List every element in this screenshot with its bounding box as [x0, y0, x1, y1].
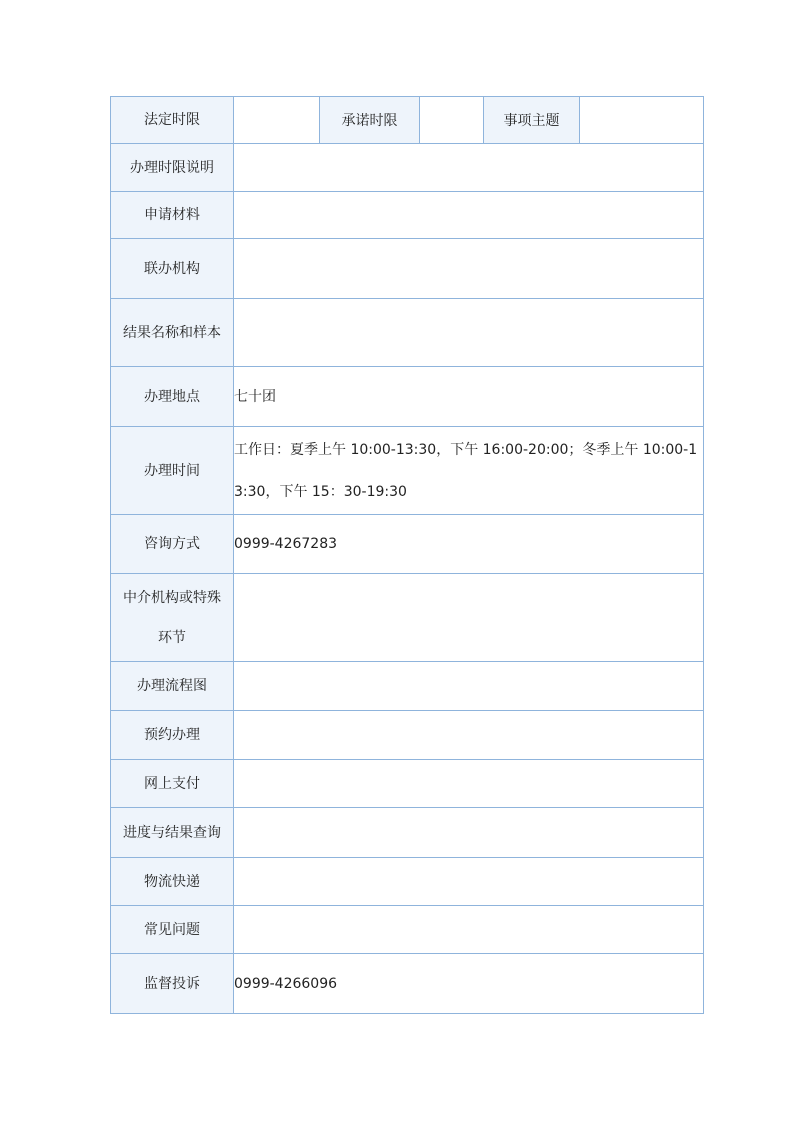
intermediary-value [234, 574, 704, 662]
table-row [111, 367, 704, 427]
legal-limit-value [234, 97, 320, 144]
faq-label: 常见问题 [111, 906, 234, 954]
logistics-label: 物流快递 [111, 858, 234, 906]
result-label: 结果名称和样本 [111, 299, 234, 367]
appointment-label: 预约办理 [111, 711, 234, 760]
table-row [111, 711, 704, 760]
online-pay-label: 网上支付 [111, 760, 234, 808]
joint-org-label: 联办机构 [111, 239, 234, 299]
table-row [111, 808, 704, 858]
table-row [111, 299, 704, 367]
appointment-value [234, 711, 704, 760]
hours-label: 办理时间 [111, 427, 234, 515]
table-row [111, 858, 704, 906]
table-row [111, 97, 704, 144]
joint-org-value [234, 239, 704, 299]
table-row [111, 760, 704, 808]
hours-value: 工作日：夏季上午 10:00-13:30，下午 16:00-20:00；冬季上午 10:00-13:30，下午 15：30-19:30 [234, 427, 704, 515]
materials-value [234, 192, 704, 239]
complaint-value: 0999-4266096 [234, 954, 704, 1014]
progress-value [234, 808, 704, 858]
consult-value: 0999-4267283 [234, 515, 704, 574]
materials-label: 申请材料 [111, 192, 234, 239]
table-row [111, 662, 704, 711]
promised-limit-value [420, 97, 484, 144]
location-value: 七十团 [234, 367, 704, 427]
service-info-table [110, 96, 704, 1014]
table-row [111, 906, 704, 954]
table-row [111, 192, 704, 239]
legal-limit-label: 法定时限 [111, 97, 234, 144]
table-row [111, 515, 704, 574]
consult-label: 咨询方式 [111, 515, 234, 574]
table-row [111, 239, 704, 299]
faq-value [234, 906, 704, 954]
flowchart-value [234, 662, 704, 711]
table-row [111, 144, 704, 192]
subject-value [580, 97, 704, 144]
result-value [234, 299, 704, 367]
flowchart-label: 办理流程图 [111, 662, 234, 711]
table-row [111, 954, 704, 1014]
complaint-label: 监督投诉 [111, 954, 234, 1014]
promised-limit-label: 承诺时限 [320, 97, 420, 144]
progress-label: 进度与结果查询 [111, 808, 234, 858]
intermediary-label: 中介机构或特殊环节 [111, 574, 234, 662]
limit-note-value [234, 144, 704, 192]
table-row [111, 574, 704, 662]
limit-note-label: 办理时限说明 [111, 144, 234, 192]
logistics-value [234, 858, 704, 906]
online-pay-value [234, 760, 704, 808]
table-row [111, 427, 704, 515]
location-label: 办理地点 [111, 367, 234, 427]
subject-label: 事项主题 [484, 97, 580, 144]
